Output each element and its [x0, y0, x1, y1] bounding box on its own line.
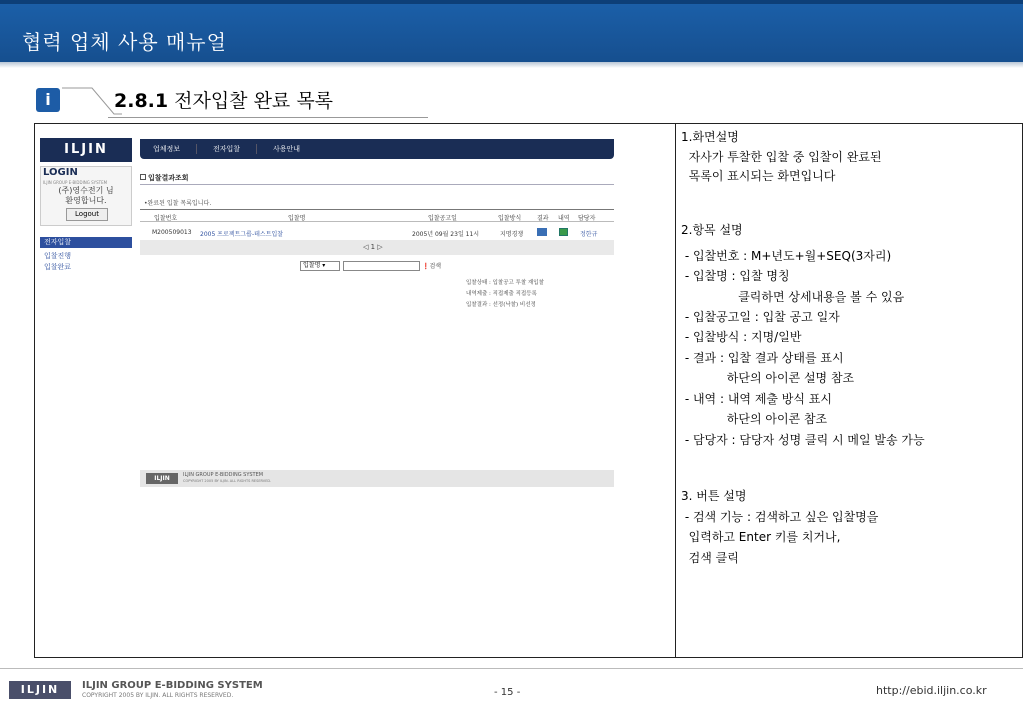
description-line: - 입찰공고일 : 입찰 공고 일자: [681, 310, 840, 324]
login-subtitle: ILJIN GROUP E-BIDDING SYSTEM: [43, 180, 108, 185]
sidebar-item-in-progress[interactable]: 입찰진행: [44, 252, 72, 260]
description-line: 자사가 투찰한 입찰 중 입찰이 완료된: [681, 149, 882, 164]
section-title: [114, 86, 333, 113]
panel-divider: [675, 123, 676, 658]
legend-status: 입찰상태 : 입찰공고 투찰 재입찰: [466, 280, 544, 286]
description-line: - 입찰방식 : 지명/일반: [681, 330, 802, 344]
search-field-select[interactable]: 입찰명 ▾: [300, 261, 340, 271]
section-heading: 전자입찰 완료 목록: [174, 90, 334, 112]
description-line: - 입찰명 : 입찰 명칭: [681, 269, 790, 283]
section-underline: [108, 117, 428, 118]
description-line: - 결과 : 입찰 결과 상태를 표시: [681, 351, 844, 365]
page-number: - 15 -: [494, 687, 521, 698]
top-nav: [140, 139, 614, 159]
screen-title: 입찰결과조회: [148, 174, 189, 182]
screenshot-footer: [140, 470, 614, 487]
description-line: 검색 클릭: [681, 551, 739, 565]
col-method: 입찰방식: [498, 215, 522, 222]
result-award-icon: [537, 228, 547, 236]
list-note: •완료된 입찰 목록입니다.: [144, 200, 212, 207]
header-shadow: [0, 62, 1023, 68]
title-rule: [140, 184, 614, 185]
sidebar-heading[interactable]: 전자입찰: [40, 237, 132, 248]
info-icon: i: [36, 88, 60, 112]
pagination[interactable]: ◁ 1 ▷: [363, 243, 383, 251]
header-bar: [0, 0, 1023, 62]
nav-separator: [196, 144, 197, 154]
search-input[interactable]: [343, 261, 420, 271]
login-welcome: 환영합니다.: [65, 196, 107, 205]
table-header: [140, 209, 614, 222]
description-line: 목록이 표시되는 화면입니다: [681, 169, 836, 184]
login-title: LOGIN: [43, 167, 78, 178]
nav-separator: [256, 144, 257, 154]
page-header-title: 협력 업체 사용 매뉴얼: [22, 30, 227, 54]
description-line: 3. 버튼 설명: [681, 489, 747, 503]
col-bid-name: 입찰명: [288, 215, 306, 222]
description-line: 입력하고 Enter 키를 치거나,: [681, 530, 841, 544]
col-result: 결과: [537, 215, 549, 222]
description-line: - 내역 : 내역 제출 방식 표시: [681, 392, 832, 406]
cell-bid-name-link[interactable]: 2005 프로젝트그룹-테스트입찰: [200, 231, 284, 238]
footer-url[interactable]: http://ebid.iljin.co.kr: [876, 684, 987, 697]
col-detail: 내역: [558, 215, 570, 222]
cell-method: 지명경쟁: [500, 231, 524, 238]
footer-mini-line2: COPYRIGHT 2005 BY ILJIN. ALL RIGHTS RESERVED.: [183, 479, 272, 483]
cell-bid-number: M200509013: [152, 229, 192, 236]
description-line: 하단의 아이콘 설명 참조: [681, 371, 855, 385]
description-line: 1.화면설명: [681, 130, 739, 144]
footer-mini-line1: ILJIN GROUP E-BIDDING SYSTEM: [183, 472, 264, 478]
description-line: - 검색 기능 : 검색하고 싶은 입찰명을: [681, 510, 879, 524]
nav-company-info[interactable]: 업체정보: [153, 145, 181, 153]
cell-notice-date: 2005년 09월 23일 11시: [412, 231, 480, 238]
description-line: 하단의 아이콘 참조: [681, 412, 828, 426]
login-greeting: [42, 186, 130, 206]
section-slant-decoration: [62, 86, 122, 116]
legend-submission: 내역제출 : 직접제출 직접등록: [466, 291, 537, 297]
select-value: 입찰명: [303, 262, 321, 269]
description-line: 클릭하면 상세내용을 볼 수 있음: [681, 290, 905, 304]
iljin-logo: ILJIN: [40, 138, 132, 162]
col-person: 담당자: [578, 215, 596, 222]
footer-system-name: ILJIN GROUP E-BIDDING SYSTEM: [82, 680, 263, 691]
description-line: - 담당자 : 담당자 성명 클릭 시 메일 발송 가능: [681, 433, 925, 447]
login-company: (주)영수전기 님: [58, 186, 114, 195]
legend-result: 입찰결과 : 선정(낙찰) 비선정: [466, 302, 536, 308]
nav-guide[interactable]: 사용안내: [273, 145, 301, 153]
logout-button[interactable]: Logout: [66, 208, 108, 221]
search-button-label: 검색: [429, 263, 442, 270]
cell-person-link[interactable]: 정한규: [580, 231, 598, 238]
description-line: 2.항목 설명: [681, 223, 743, 237]
square-icon: [140, 174, 146, 180]
detail-submit-icon: [559, 228, 568, 236]
footer-mini-logo: ILJIN: [146, 473, 178, 484]
footer-rule: [0, 668, 1023, 669]
section-number: 2.8.1: [114, 90, 169, 112]
search-button[interactable]: [422, 261, 441, 270]
description-line: - 입찰번호 : M+년도+월+SEQ(3자리): [681, 249, 892, 263]
search-icon: ❗: [422, 263, 430, 270]
col-notice-date: 입찰공고일: [428, 215, 457, 222]
col-bid-number: 입찰번호: [154, 215, 178, 222]
nav-ebidding[interactable]: 전자입찰: [213, 145, 241, 153]
table-row: [140, 226, 614, 239]
footer-logo: ILJIN: [9, 681, 71, 699]
footer-copyright: COPYRIGHT 2005 BY ILJIN. ALL RIGHTS RESERVED.: [82, 692, 234, 699]
sidebar-item-completed[interactable]: 입찰완료: [44, 263, 72, 271]
